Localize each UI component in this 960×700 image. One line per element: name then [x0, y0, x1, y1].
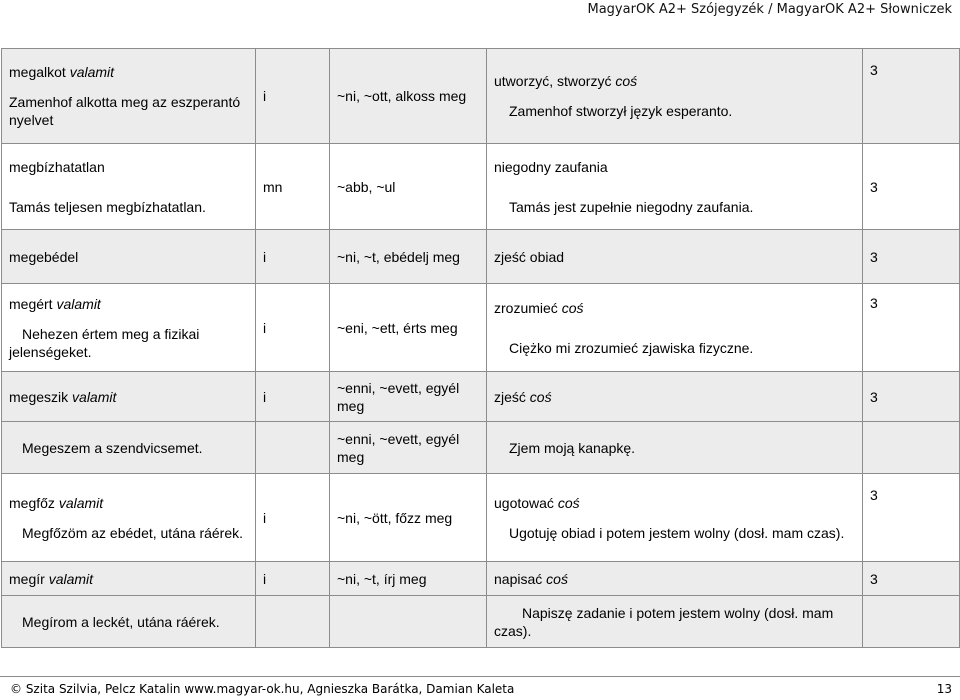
- word-forms-cell: ~enni, ~evett, egyél meg: [330, 372, 487, 422]
- unit-cell: 3: [863, 49, 960, 144]
- hungarian-word: megfőz: [9, 494, 55, 511]
- polish-example: Napiszę zadanie i potem jestem wolny (dosł. mam czas).: [494, 604, 834, 639]
- polish-cell: [487, 596, 863, 648]
- hungarian-cell: [2, 49, 256, 144]
- table-row: [2, 596, 960, 648]
- vocabulary-table: [1, 48, 960, 648]
- polish-example: Zamenhof stworzył język esperanto.: [509, 103, 733, 119]
- word-forms-cell: ~ni, ~ott, alkoss meg: [330, 49, 487, 144]
- word-forms-cell: ~enni, ~evett, egyél meg: [330, 422, 487, 474]
- unit-cell: [863, 596, 960, 648]
- table-row: [2, 474, 960, 562]
- hungarian-object: valamit: [72, 388, 117, 405]
- polish-word: niegodny zaufania: [494, 158, 608, 175]
- polish-cell: [487, 372, 863, 422]
- polish-object: coś: [557, 494, 580, 511]
- hungarian-example: Megírom a leckét, utána ráérek.: [22, 613, 220, 630]
- hungarian-cell: [2, 422, 256, 474]
- polish-example: Ugotuję obiad i potem jestem wolny (dosł. mam czas).: [509, 524, 845, 541]
- polish-object: coś: [546, 570, 568, 587]
- page-number: 13: [936, 682, 952, 696]
- table-row: [2, 230, 960, 284]
- word-type-cell: [256, 596, 330, 648]
- footer-credit: © Szita Szilvia, Pelcz Katalin www.magyar-ok.hu, Agnieszka Barátka, Damian Kaleta: [10, 682, 515, 696]
- word-type-cell: i: [256, 562, 330, 596]
- word-forms-cell: ~ni, ~t, írj meg: [330, 562, 487, 596]
- table-row: [2, 144, 960, 230]
- hungarian-cell: [2, 596, 256, 648]
- unit-cell: 3: [863, 144, 960, 230]
- word-type-cell: mn: [256, 144, 330, 230]
- hungarian-object: valamit: [69, 64, 115, 80]
- word-forms-cell: [330, 596, 487, 648]
- polish-cell: [487, 49, 863, 144]
- polish-cell: [487, 562, 863, 596]
- hungarian-example: Zamenhof alkotta meg az eszperantó nyelvet: [9, 94, 241, 128]
- hungarian-cell: [2, 284, 256, 372]
- polish-word: napisać: [494, 570, 543, 587]
- polish-cell: [487, 230, 863, 284]
- hungarian-cell: [2, 144, 256, 230]
- unit-cell: 3: [863, 284, 960, 372]
- polish-cell: [487, 284, 863, 372]
- unit-cell: 3: [863, 372, 960, 422]
- unit-cell: [863, 422, 960, 474]
- polish-word: zjeść obiad: [494, 248, 565, 265]
- polish-object: coś: [561, 299, 584, 316]
- unit-cell: 3: [863, 474, 960, 562]
- table-row: [2, 422, 960, 474]
- word-type-cell: i: [256, 372, 330, 422]
- polish-object: coś: [615, 73, 638, 89]
- word-forms-cell: ~ni, ~ött, főzz meg: [330, 474, 487, 562]
- polish-word: utworzyć, stworzyć: [494, 73, 612, 89]
- table-row: [2, 562, 960, 596]
- unit-cell: 3: [863, 230, 960, 284]
- word-type-cell: i: [256, 284, 330, 372]
- table-row: [2, 284, 960, 372]
- unit-cell: 3: [863, 562, 960, 596]
- word-forms-cell: ~eni, ~ett, érts meg: [330, 284, 487, 372]
- word-type-cell: i: [256, 474, 330, 562]
- hungarian-example: Megfőzöm az ebédet, utána ráérek.: [22, 524, 244, 541]
- hungarian-object: valamit: [58, 494, 104, 511]
- polish-word: zjeść: [494, 388, 526, 405]
- hungarian-cell: [2, 230, 256, 284]
- hungarian-word: megebédel: [9, 248, 79, 265]
- hungarian-word: megbízhatatlan: [9, 158, 105, 175]
- word-type-cell: i: [256, 49, 330, 144]
- hungarian-word: megalkot: [9, 64, 66, 80]
- polish-example: Tamás jest zupełnie niegodny zaufania.: [509, 198, 754, 215]
- word-forms-cell: ~ni, ~t, ebédelj meg: [330, 230, 487, 284]
- polish-cell: [487, 144, 863, 230]
- page-footer: [0, 676, 960, 700]
- page-header-title: MagyarOK A2+ Szójegyzék / MagyarOK A2+ Słowniczek: [587, 2, 952, 17]
- hungarian-cell: [2, 562, 256, 596]
- table-row: [2, 49, 960, 144]
- polish-word: zrozumieć: [494, 299, 558, 316]
- word-forms-cell: ~abb, ~ul: [330, 144, 487, 230]
- word-type-cell: [256, 422, 330, 474]
- hungarian-word: megeszik: [9, 388, 69, 405]
- hungarian-example: Nehezen értem meg a fizikai jelenségeket.: [9, 325, 200, 360]
- polish-example: Ciężko mi zrozumieć zjawiska fizyczne.: [509, 339, 754, 356]
- polish-word: ugotować: [494, 494, 554, 511]
- hungarian-example: Tamás teljesen megbízhatatlan.: [9, 198, 206, 215]
- hungarian-object: valamit: [48, 570, 94, 587]
- hungarian-object: valamit: [56, 295, 101, 312]
- hungarian-word: megért: [9, 295, 53, 312]
- polish-cell: [487, 422, 863, 474]
- word-type-cell: i: [256, 230, 330, 284]
- polish-cell: [487, 474, 863, 562]
- hungarian-example: Megeszem a szendvicsemet.: [22, 439, 203, 456]
- polish-example: Zjem moją kanapkę.: [509, 439, 636, 456]
- table-row: [2, 372, 960, 422]
- hungarian-cell: [2, 372, 256, 422]
- polish-object: coś: [529, 388, 552, 405]
- hungarian-word: megír: [9, 570, 45, 587]
- hungarian-cell: [2, 474, 256, 562]
